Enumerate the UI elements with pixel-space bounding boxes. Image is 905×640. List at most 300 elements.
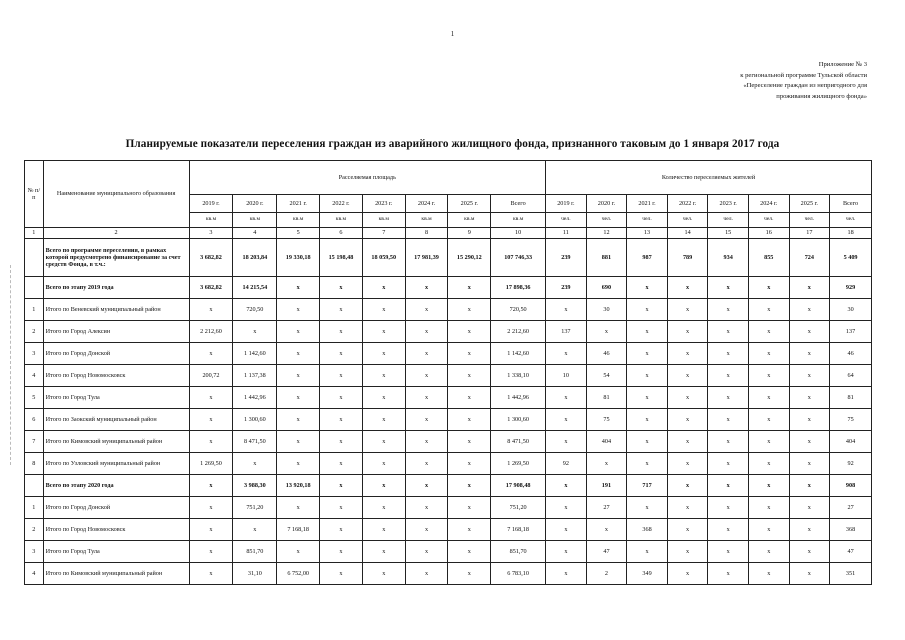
row-value: x — [708, 299, 749, 321]
table-row — [25, 519, 872, 541]
row-value: x — [405, 409, 448, 431]
row-value: x — [233, 321, 277, 343]
row-value: 751,20 — [233, 497, 277, 519]
row-municipality-name: Итого по Узловский муниципальный район — [43, 453, 189, 475]
row-value: x — [667, 475, 708, 497]
row-value: 717 — [627, 475, 668, 497]
row-number: 1 — [25, 497, 44, 519]
row-value: x — [362, 321, 405, 343]
row-value: x — [748, 365, 789, 387]
row-value: x — [789, 387, 830, 409]
row-value: x — [748, 409, 789, 431]
scan-margin-mark — [10, 265, 13, 465]
row-value: x — [546, 431, 587, 453]
row-value: 17 908,48 — [491, 475, 546, 497]
row-value: x — [789, 343, 830, 365]
row-value: x — [233, 453, 277, 475]
header-unit-area: кв.м — [233, 213, 277, 228]
row-value: x — [362, 409, 405, 431]
header-name: Наименование муниципального образования — [43, 161, 189, 228]
header-col-number: 10 — [491, 228, 546, 239]
row-value: x — [667, 453, 708, 475]
row-value: 690 — [586, 277, 627, 299]
row-value: x — [789, 519, 830, 541]
row-number: 2 — [25, 321, 44, 343]
header-col-number: 11 — [546, 228, 587, 239]
row-value: 75 — [586, 409, 627, 431]
row-value: x — [748, 431, 789, 453]
row-value: 13 920,18 — [277, 475, 320, 497]
row-value: x — [748, 475, 789, 497]
row-value: x — [748, 541, 789, 563]
header-col-number: 9 — [448, 228, 491, 239]
row-value: 137 — [830, 321, 872, 343]
row-value: 720,50 — [233, 299, 277, 321]
row-value: x — [546, 497, 587, 519]
row-value: x — [748, 387, 789, 409]
row-value: x — [789, 365, 830, 387]
row-value: 7 168,18 — [491, 519, 546, 541]
row-value: 851,70 — [233, 541, 277, 563]
row-value: x — [789, 563, 830, 585]
row-value: 7 168,18 — [277, 519, 320, 541]
row-value: 851,70 — [491, 541, 546, 563]
row-value: x — [320, 277, 363, 299]
header-people-group: Количество переселяемых жителей — [546, 161, 872, 195]
row-number: 1 — [25, 299, 44, 321]
row-value: x — [448, 321, 491, 343]
row-value: x — [708, 321, 749, 343]
row-value: x — [748, 453, 789, 475]
row-value: x — [277, 431, 320, 453]
row-value: x — [189, 519, 233, 541]
row-value: x — [667, 497, 708, 519]
row-value: x — [627, 365, 668, 387]
row-number: 2 — [25, 519, 44, 541]
row-value: x — [546, 343, 587, 365]
header-area-group: Расселяемая площадь — [189, 161, 546, 195]
row-value: 30 — [586, 299, 627, 321]
row-value: x — [405, 563, 448, 585]
row-value: 75 — [830, 409, 872, 431]
row-value: 368 — [627, 519, 668, 541]
row-value: x — [586, 321, 627, 343]
row-value: 5 409 — [830, 239, 872, 277]
row-value: 15 198,48 — [320, 239, 363, 277]
row-value: x — [627, 321, 668, 343]
row-value: x — [667, 409, 708, 431]
table-row — [25, 563, 872, 585]
row-value: x — [405, 497, 448, 519]
row-number: 3 — [25, 541, 44, 563]
row-number: 4 — [25, 563, 44, 585]
table-row — [25, 497, 872, 519]
row-value: x — [748, 321, 789, 343]
row-value: x — [362, 277, 405, 299]
header-unit-area: кв.м — [448, 213, 491, 228]
row-value: x — [667, 519, 708, 541]
table-row — [25, 431, 872, 453]
page-number: 1 — [450, 30, 455, 38]
header-year-people: 2023 г. — [708, 195, 749, 213]
row-value: x — [277, 277, 320, 299]
row-value: x — [189, 431, 233, 453]
row-value: x — [789, 299, 830, 321]
table-total-row — [25, 239, 872, 277]
row-value: 17 898,36 — [491, 277, 546, 299]
row-value: x — [362, 475, 405, 497]
row-number — [25, 475, 44, 497]
row-value: x — [362, 431, 405, 453]
row-value: x — [277, 453, 320, 475]
row-value: 2 — [586, 563, 627, 585]
row-municipality-name: Итого по Город Тула — [43, 541, 189, 563]
row-value: 54 — [586, 365, 627, 387]
row-value: 1 142,60 — [233, 343, 277, 365]
row-value: x — [448, 365, 491, 387]
row-municipality-name: Итого по Город Новомосковск — [43, 365, 189, 387]
row-value: x — [277, 541, 320, 563]
page-title: Планируемые показатели переселения граждан из аварийного жилищного фонда, признанного таковым до 1 января 2017 года — [125, 138, 780, 150]
row-value: x — [189, 563, 233, 585]
row-value: x — [708, 563, 749, 585]
row-value: 908 — [830, 475, 872, 497]
row-value: 17 981,39 — [405, 239, 448, 277]
row-value: 6 783,10 — [491, 563, 546, 585]
row-value: x — [748, 299, 789, 321]
row-value: x — [586, 519, 627, 541]
table-row — [25, 453, 872, 475]
row-value: 31,10 — [233, 563, 277, 585]
row-value: x — [405, 321, 448, 343]
row-value: 404 — [586, 431, 627, 453]
row-value: x — [277, 365, 320, 387]
row-value: 1 269,50 — [491, 453, 546, 475]
row-number: 6 — [25, 409, 44, 431]
header-year-people: Всего — [830, 195, 872, 213]
row-value: x — [667, 277, 708, 299]
row-municipality-name: Итого по Город Донской — [43, 497, 189, 519]
row-value: x — [708, 277, 749, 299]
row-municipality-name: Итого по Кимовский муниципальный район — [43, 431, 189, 453]
row-value: x — [233, 519, 277, 541]
row-value: x — [748, 563, 789, 585]
header-col-number: 13 — [627, 228, 668, 239]
table-total-row — [25, 475, 872, 497]
header-col-number: 3 — [189, 228, 233, 239]
row-value: x — [789, 541, 830, 563]
row-value: x — [627, 277, 668, 299]
header-year-area: 2022 г. — [320, 195, 363, 213]
row-value: 881 — [586, 239, 627, 277]
header-unit-area: кв.м — [405, 213, 448, 228]
row-value: 46 — [586, 343, 627, 365]
row-value: 1 300,60 — [233, 409, 277, 431]
row-value: x — [189, 299, 233, 321]
row-value: x — [189, 497, 233, 519]
row-value: 2 212,60 — [491, 321, 546, 343]
row-value: x — [277, 497, 320, 519]
row-value: 1 269,50 — [189, 453, 233, 475]
row-value: x — [708, 453, 749, 475]
header-col-number: 1 — [25, 228, 44, 239]
row-municipality-name: Итого по Веневский муниципальный район — [43, 299, 189, 321]
row-value: 81 — [586, 387, 627, 409]
header-unit-people: чел. — [586, 213, 627, 228]
table-row — [25, 321, 872, 343]
row-value: 239 — [546, 277, 587, 299]
row-value: x — [667, 541, 708, 563]
header-year-people: 2022 г. — [667, 195, 708, 213]
row-value: 81 — [830, 387, 872, 409]
row-value: x — [320, 321, 363, 343]
row-value: 404 — [830, 431, 872, 453]
row-value: x — [627, 541, 668, 563]
row-value: x — [320, 497, 363, 519]
row-value: x — [277, 409, 320, 431]
row-value: 8 471,50 — [233, 431, 277, 453]
row-value: x — [320, 563, 363, 585]
row-value: 8 471,50 — [491, 431, 546, 453]
appendix-line: проживания жилищного фонда» — [776, 92, 867, 100]
header-col-number: 4 — [233, 228, 277, 239]
row-value: x — [546, 387, 587, 409]
header-year-area: 2021 г. — [277, 195, 320, 213]
header-year-area: 2025 г. — [448, 195, 491, 213]
row-value: x — [277, 321, 320, 343]
row-value: x — [708, 343, 749, 365]
row-value: x — [362, 299, 405, 321]
header-col-number: 14 — [667, 228, 708, 239]
row-value: x — [448, 475, 491, 497]
row-value: x — [748, 519, 789, 541]
row-number: 3 — [25, 343, 44, 365]
row-value: x — [320, 299, 363, 321]
row-value: x — [667, 387, 708, 409]
row-value: 27 — [586, 497, 627, 519]
row-value: x — [362, 497, 405, 519]
header-col-number: 12 — [586, 228, 627, 239]
row-value: x — [362, 343, 405, 365]
row-value: x — [627, 409, 668, 431]
row-value: x — [789, 321, 830, 343]
row-value: x — [320, 409, 363, 431]
row-value: 27 — [830, 497, 872, 519]
header-col-number: 7 — [362, 228, 405, 239]
row-value: 15 290,12 — [448, 239, 491, 277]
appendix-line: «Переселение граждан из непригодного для — [743, 82, 867, 90]
header-unit-people: чел. — [546, 213, 587, 228]
row-value: 724 — [789, 239, 830, 277]
row-value: 239 — [546, 239, 587, 277]
header-year-people: 2025 г. — [789, 195, 830, 213]
header-unit-people: чел. — [708, 213, 749, 228]
row-municipality-name: Итого по Заокский муниципальный район — [43, 409, 189, 431]
row-value: 1 442,96 — [233, 387, 277, 409]
row-value: x — [362, 387, 405, 409]
row-value: 46 — [830, 343, 872, 365]
header-year-people: 2021 г. — [627, 195, 668, 213]
row-value: x — [448, 519, 491, 541]
row-value: 47 — [586, 541, 627, 563]
row-value: 18 203,84 — [233, 239, 277, 277]
row-value: 92 — [546, 453, 587, 475]
row-value: x — [789, 453, 830, 475]
row-value: x — [405, 343, 448, 365]
row-value: 368 — [830, 519, 872, 541]
header-unit-people: чел. — [748, 213, 789, 228]
table-row — [25, 541, 872, 563]
row-municipality-name: Всего по программе переселения, в рамках которой предусмотрено финансирование за счет средств Фонда, в т.ч.: — [43, 239, 189, 277]
row-value: x — [448, 431, 491, 453]
row-value: x — [748, 343, 789, 365]
row-number — [25, 239, 44, 277]
row-value: 720,50 — [491, 299, 546, 321]
row-value: x — [189, 343, 233, 365]
row-value: 1 442,96 — [491, 387, 546, 409]
row-value: 751,20 — [491, 497, 546, 519]
header-col-number: 5 — [277, 228, 320, 239]
row-value: x — [708, 365, 749, 387]
row-value: x — [748, 277, 789, 299]
row-value: 47 — [830, 541, 872, 563]
row-municipality-name: Всего по этапу 2020 года — [43, 475, 189, 497]
header-unit-area: кв.м — [491, 213, 546, 228]
row-number: 8 — [25, 453, 44, 475]
row-value: x — [448, 343, 491, 365]
header-unit-people: чел. — [667, 213, 708, 228]
row-value: x — [362, 365, 405, 387]
row-value: x — [627, 343, 668, 365]
row-value: 3 682,82 — [189, 277, 233, 299]
header-year-area: 2020 г. — [233, 195, 277, 213]
row-value: x — [277, 299, 320, 321]
row-value: x — [320, 431, 363, 453]
appendix-header — [607, 60, 867, 102]
row-value: x — [789, 497, 830, 519]
row-value: 92 — [830, 453, 872, 475]
header-col-number: 2 — [43, 228, 189, 239]
row-value: x — [789, 475, 830, 497]
header-year-area: Всего — [491, 195, 546, 213]
header-year-area: 2019 г. — [189, 195, 233, 213]
header-year-people: 2024 г. — [748, 195, 789, 213]
row-value: x — [546, 475, 587, 497]
header-year-area: 2024 г. — [405, 195, 448, 213]
row-value: 789 — [667, 239, 708, 277]
header-year-people: 2020 г. — [586, 195, 627, 213]
row-value: x — [789, 409, 830, 431]
row-value: 349 — [627, 563, 668, 585]
row-value: x — [627, 299, 668, 321]
header-unit-area: кв.м — [362, 213, 405, 228]
row-value: 1 300,60 — [491, 409, 546, 431]
row-value: x — [667, 365, 708, 387]
row-value: x — [667, 299, 708, 321]
header-col-number: 8 — [405, 228, 448, 239]
row-value: x — [189, 387, 233, 409]
row-value: x — [405, 277, 448, 299]
row-value: x — [789, 431, 830, 453]
row-value: 6 752,00 — [277, 563, 320, 585]
header-unit-people: чел. — [789, 213, 830, 228]
row-number: 7 — [25, 431, 44, 453]
row-value: x — [277, 343, 320, 365]
row-value: x — [405, 541, 448, 563]
row-value: x — [362, 453, 405, 475]
header-unit-people: чел. — [627, 213, 668, 228]
row-value: x — [405, 365, 448, 387]
table-row — [25, 299, 872, 321]
row-value: 19 330,18 — [277, 239, 320, 277]
table-row — [25, 343, 872, 365]
header-col-number: 17 — [789, 228, 830, 239]
row-number: 4 — [25, 365, 44, 387]
row-value: x — [320, 343, 363, 365]
header-col-number: 18 — [830, 228, 872, 239]
row-value: x — [448, 563, 491, 585]
row-value: x — [546, 299, 587, 321]
row-value: 18 059,50 — [362, 239, 405, 277]
row-value: x — [667, 321, 708, 343]
row-value: 10 — [546, 365, 587, 387]
row-value: x — [708, 519, 749, 541]
row-value: x — [448, 409, 491, 431]
header-unit-people: чел. — [830, 213, 872, 228]
row-number — [25, 277, 44, 299]
row-value: x — [320, 453, 363, 475]
row-value: x — [708, 409, 749, 431]
row-value: x — [708, 431, 749, 453]
row-value: 2 212,60 — [189, 321, 233, 343]
row-value: x — [320, 541, 363, 563]
header-unit-area: кв.м — [320, 213, 363, 228]
row-value: x — [546, 541, 587, 563]
row-value: x — [627, 387, 668, 409]
row-value: 3 988,30 — [233, 475, 277, 497]
row-value: x — [448, 497, 491, 519]
table-total-row — [25, 277, 872, 299]
row-value: x — [586, 453, 627, 475]
row-value: x — [189, 475, 233, 497]
row-value: x — [405, 453, 448, 475]
row-value: x — [546, 563, 587, 585]
row-value: x — [627, 453, 668, 475]
row-value: 929 — [830, 277, 872, 299]
row-value: 1 338,10 — [491, 365, 546, 387]
row-municipality-name: Итого по Город Алексин — [43, 321, 189, 343]
row-value: x — [667, 563, 708, 585]
row-value: x — [189, 541, 233, 563]
row-value: x — [448, 299, 491, 321]
table-row — [25, 409, 872, 431]
header-year-area: 2023 г. — [362, 195, 405, 213]
row-value: x — [708, 387, 749, 409]
header-col-number: 6 — [320, 228, 363, 239]
row-value: x — [448, 541, 491, 563]
row-value: x — [627, 431, 668, 453]
row-value: 987 — [627, 239, 668, 277]
row-value: x — [448, 387, 491, 409]
header-unit-area: кв.м — [189, 213, 233, 228]
row-value: x — [748, 497, 789, 519]
row-municipality-name: Итого по Город Донской — [43, 343, 189, 365]
row-value: x — [405, 431, 448, 453]
row-municipality-name: Итого по Город Новомосковск — [43, 519, 189, 541]
row-number: 5 — [25, 387, 44, 409]
row-value: 14 215,54 — [233, 277, 277, 299]
row-value: 3 682,82 — [189, 239, 233, 277]
